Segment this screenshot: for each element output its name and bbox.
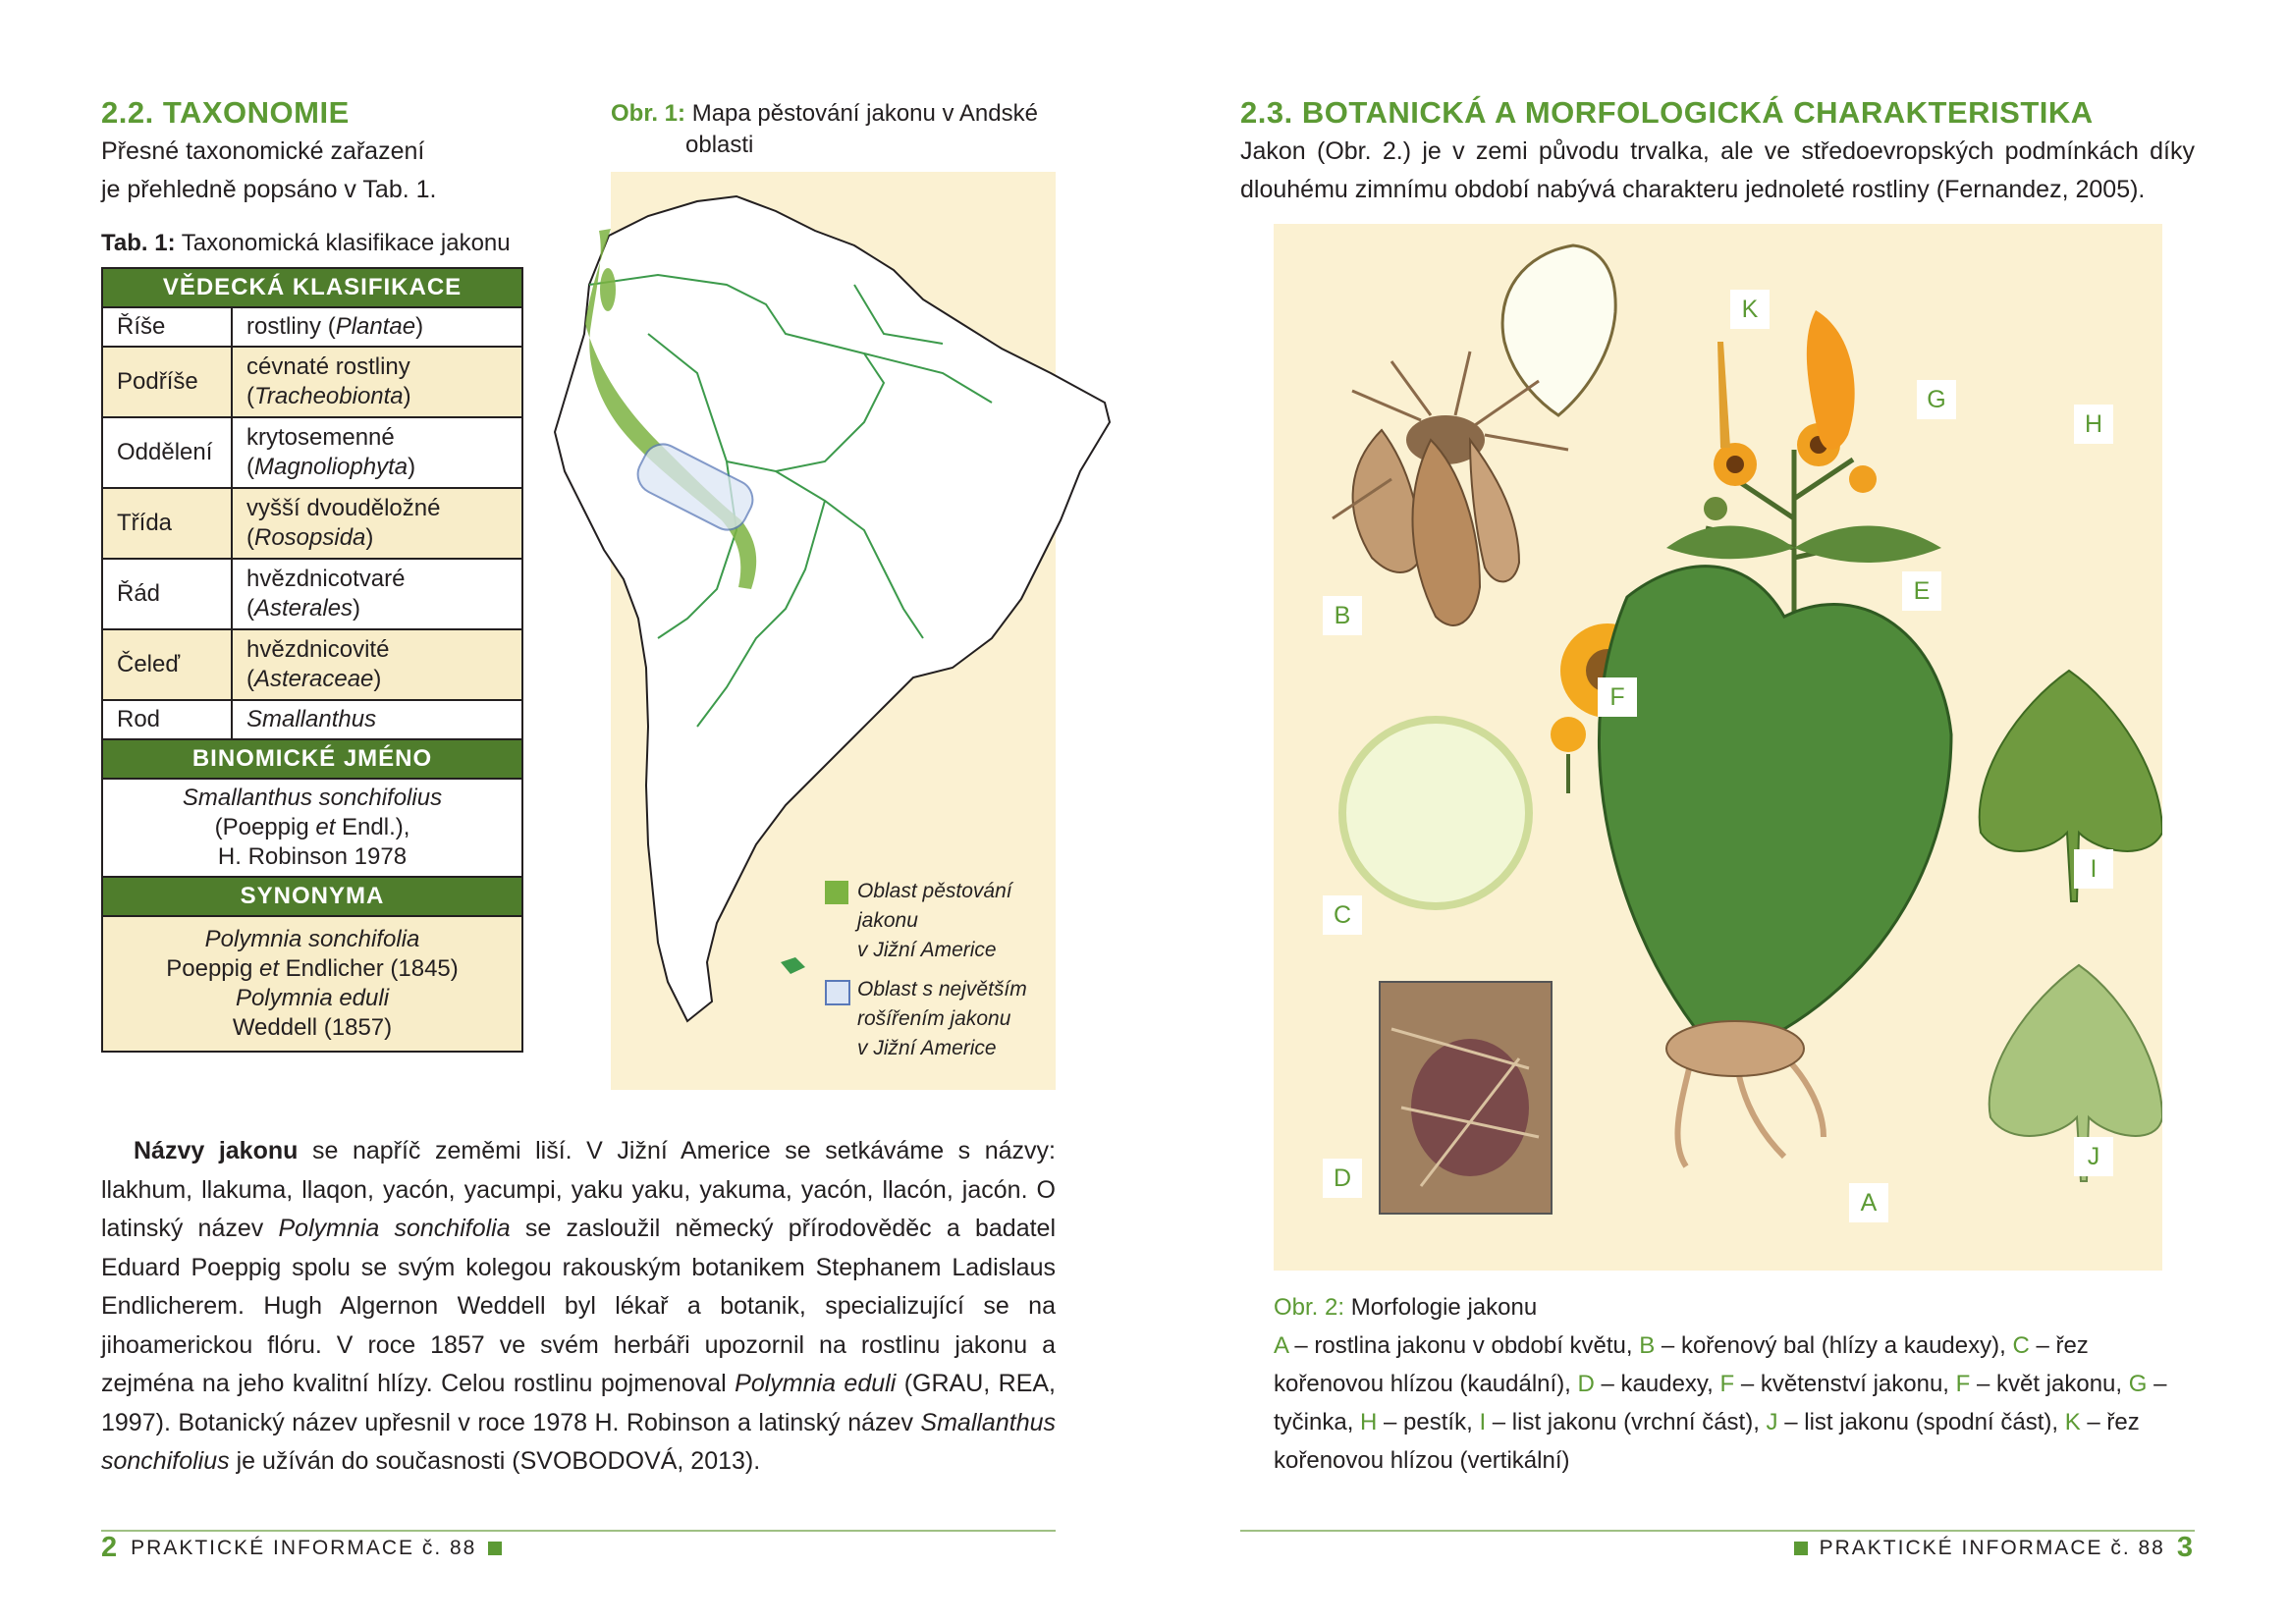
whole-plant	[1599, 567, 1951, 1166]
legend-item-cultivation: Oblast pěstování jakonu v Jižní Americe	[857, 880, 1012, 961]
table-row: Podříše cévnaté rostliny (Tracheobionta)	[102, 347, 522, 417]
label-j: J	[2074, 1137, 2113, 1176]
figure-legend: A – rostlina jakonu v období květu, B – kořenový bal (hlízy a kaudexy), C – řez kořenovou hlízou (kaudální), D – kaudexy, F – květenství jakonu, F – květ jakonu, G – tyčinka, H – pestík, I – list jakonu (vrchní část), J – list jakonu (spodní část), K – řez kořenovou hlízou (vertikální)	[1274, 1332, 2167, 1474]
page-number: 3	[2176, 1532, 2195, 1563]
table-row: Polymnia sonchifolia Poeppig et Endlicher (1845) Polymnia eduli Weddell (1857)	[102, 916, 522, 1052]
footer-square-icon	[488, 1542, 502, 1555]
label-f: F	[1598, 677, 1637, 717]
footer-square-icon	[1794, 1542, 1808, 1555]
taxonomy-intro: Přesné taxonomické zařazení je přehledně popsáno v Tab. 1.	[101, 137, 437, 203]
table-row: Třída vyšší dvouděložné (Rosopsida)	[102, 488, 522, 559]
page-number: 2	[101, 1532, 120, 1563]
label-k: K	[1730, 290, 1770, 329]
table-header-synonyms: SYNONYMA	[102, 877, 522, 916]
leaf-upper	[1980, 671, 2162, 901]
table-header-binomial: BINOMICKÉ JMÉNO	[102, 739, 522, 779]
stamen	[1717, 342, 1730, 448]
names-paragraph: Názvy jakonu se napříč zeměmi liší. V Jižní Americe se setkáváme s názvy: llakhum, llakuma, llaqon, yacón, yacumpi, yaku yaku, yakuma, yacón, llacón, jacón. O latinský název Polymnia sonchifolia se zasloužil německý přírodověděc a badatel Eduard Poeppig spolu se svým kolegou rakouským botanikem Stephanem Ladislaus Endlicherem. Hugh Algernon Weddell byl lékař a botanik, specializující se na jihoamerickou flóru. V roce 1857 ve svém herbáři upozornil na rostlinu jakonu a zejména na jeho kvalitní hlízy. Celou rostlinu pojmenoval Polymnia eduli (GRAU, REA, 1997). Botanický název upřesnil v roce 1978 H. Robinson a latinský název Smallanthus sonchifolius je užíván do současnosti (SVOBODOVÁ, 2013).	[101, 1137, 1056, 1475]
table-row: Řád hvězdnicotvaré (Asterales)	[102, 559, 522, 629]
label-e: E	[1902, 571, 1941, 611]
label-b: B	[1323, 596, 1362, 635]
label-i: I	[2074, 849, 2113, 889]
section-heading-botany: 2.3. BOTANICKÁ A MORFOLOGICKÁ CHARAKTERISTIKA	[1240, 95, 2094, 130]
taxonomy-table-wrap	[101, 267, 523, 1053]
table-row: Čeleď hvězdnicovité (Asteraceae)	[102, 629, 522, 700]
tuber-cross-section	[1342, 720, 1529, 906]
andes-cultivation-north	[600, 268, 616, 311]
legend-swatch-max-spread	[825, 980, 850, 1005]
botany-intro: Jakon (Obr. 2.) je v zemi původu trvalka, ale ve středoevropských podmínkách díky dlouhému zimnímu období nabývá charakteru jednoleté rostliny (Fernandez, 2005).	[1240, 137, 2195, 203]
table-row: Oddělení krytosemenné (Magnoliophyta)	[102, 417, 522, 488]
table-header-classification: VĚDECKÁ KLASIFIKACE	[102, 268, 522, 307]
label-a: A	[1849, 1183, 1888, 1222]
section-heading-taxonomy: 2.2. TAXONOMIE	[101, 95, 350, 130]
label-g: G	[1917, 380, 1956, 419]
footer-right: PRAKTICKÉ INFORMACE č. 88 3	[1794, 1532, 2195, 1564]
legend-swatch-cultivation	[825, 881, 848, 904]
table-row: Rod Smallanthus	[102, 700, 522, 739]
figure-caption: Obr. 2: Morfologie jakonu A – rostlina jakonu v období květu, B – kořenový bal (hlízy a kaudexy), C – řez kořenovou hlízou (kaudální), D – kaudexy, F – květenství jakonu, F – květ jakonu, G – tyčinka, H – pestík, I – list jakonu (vrchní část), J – list jakonu (spodní část), K – řez kořenovou hlízou (vertikální)	[1274, 1288, 2195, 1480]
morphology-illustrations	[1274, 224, 2162, 1271]
footer-left: 2 PRAKTICKÉ INFORMACE č. 88	[101, 1532, 502, 1564]
tuber-vertical-cut	[1502, 245, 1615, 415]
taxonomy-table	[101, 267, 523, 1053]
south-america-map	[530, 177, 1119, 1041]
label-c: C	[1323, 895, 1362, 935]
legend-item-max-spread: Oblast s největším rošířením jakonu v Jižní Americe	[857, 978, 1027, 1059]
table-caption: Tab. 1: Taxonomická klasifikace jakonu	[101, 230, 511, 256]
table-row: Smallanthus sonchifolius (Poeppig et Endl.), H. Robinson 1978	[102, 779, 522, 877]
map-caption: Obr. 1: Mapa pěstování jakonu v Andské oblasti	[611, 100, 1038, 158]
table-row: Říše rostliny (Plantae)	[102, 307, 522, 347]
label-h: H	[2074, 405, 2113, 444]
caudex-photo	[1380, 982, 1552, 1214]
falklands	[781, 957, 805, 974]
label-d: D	[1323, 1159, 1362, 1198]
